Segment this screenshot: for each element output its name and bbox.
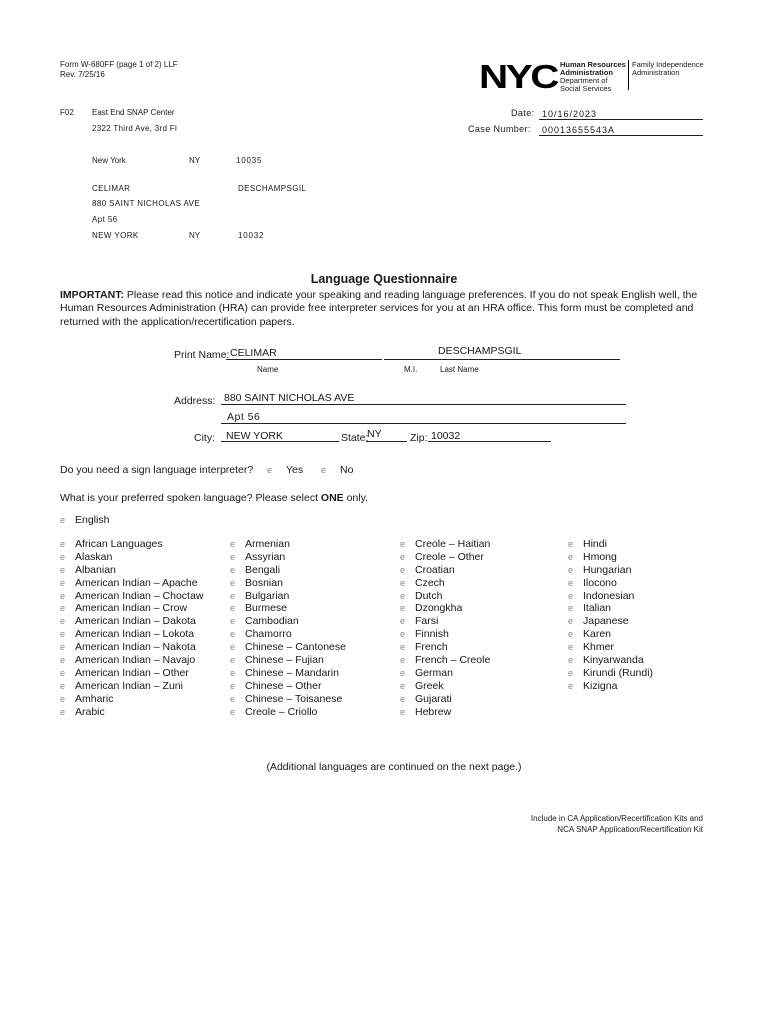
- language-label: American Indian – Choctaw: [75, 589, 204, 602]
- radio-button[interactable]: e: [568, 539, 574, 549]
- language-label: Chinese – Cantonese: [245, 641, 346, 654]
- date-label: Date:: [511, 108, 535, 118]
- recipient-zip: 10032: [238, 231, 265, 240]
- language-label: African Languages: [75, 538, 163, 550]
- kit-line-1: Include in CA Application/Recertification Kits and: [530, 814, 703, 823]
- language-label: German: [415, 666, 453, 679]
- radio-button[interactable]: e: [60, 706, 66, 717]
- language-option[interactable]: [60, 706, 203, 719]
- radio-button[interactable]: e: [568, 655, 574, 666]
- radio-button[interactable]: e: [230, 551, 236, 562]
- language-label: American Indian – Lokota: [75, 628, 195, 641]
- agency-hra-block: [560, 61, 626, 93]
- language-option[interactable]: [400, 590, 490, 603]
- radio-button[interactable]: e: [230, 706, 236, 717]
- radio-button[interactable]: e: [230, 616, 236, 627]
- language-option[interactable]: [400, 602, 490, 615]
- name-underline: [226, 359, 382, 360]
- language-label: American Indian – Navajo: [75, 654, 196, 667]
- agency-line-2: Administration: [560, 68, 613, 77]
- address-label: Address:: [174, 395, 216, 407]
- office-code: F02: [60, 108, 74, 117]
- print-name-value[interactable]: CELIMAR: [230, 347, 277, 359]
- date-value: 10/16/2023: [542, 109, 598, 119]
- language-option[interactable]: [230, 564, 346, 577]
- language-option[interactable]: [60, 654, 203, 667]
- sign-language-yes-option[interactable]: [267, 464, 303, 477]
- radio-button[interactable]: e: [60, 564, 66, 575]
- language-label: American Indian – Zuni: [75, 679, 183, 692]
- language-label: Chinese – Fujian: [245, 654, 324, 667]
- language-option[interactable]: [60, 680, 203, 693]
- case-number-value: 00013655543A: [542, 125, 616, 135]
- language-label: Creole – Criollo: [245, 705, 318, 718]
- zip-value[interactable]: 10032: [431, 430, 461, 442]
- language-label: Hungarian: [583, 563, 632, 576]
- no-label: No: [340, 464, 354, 476]
- city-label: City:: [194, 432, 215, 444]
- yes-label: Yes: [286, 464, 304, 476]
- agency-right-line-2: Administration: [632, 68, 680, 77]
- radio-button[interactable]: e: [400, 577, 406, 588]
- sign-language-no-option[interactable]: [321, 464, 353, 477]
- radio-button[interactable]: e: [568, 616, 574, 627]
- language-option[interactable]: [230, 693, 346, 706]
- language-label: Farsi: [415, 615, 439, 628]
- radio-button[interactable]: e: [568, 629, 574, 640]
- language-label: Khmer: [583, 641, 614, 654]
- language-option[interactable]: [60, 667, 203, 680]
- language-label: Czech: [415, 576, 445, 589]
- radio-button[interactable]: e: [230, 539, 236, 549]
- language-label: Hebrew: [415, 705, 452, 718]
- language-option[interactable]: [568, 667, 653, 680]
- language-option[interactable]: [568, 615, 653, 628]
- language-option[interactable]: [568, 654, 653, 667]
- language-option-english[interactable]: [60, 514, 109, 527]
- language-option[interactable]: [400, 577, 490, 590]
- language-label: Bulgarian: [245, 589, 290, 602]
- language-option[interactable]: [400, 564, 490, 577]
- question-end: only.: [343, 492, 368, 504]
- recipient-state: NY: [189, 231, 201, 240]
- logo-divider: [628, 60, 629, 90]
- state-underline: [366, 441, 407, 442]
- form-id: Form W-680FF (page 1 of 2) LLF: [60, 60, 178, 69]
- language-option[interactable]: [400, 706, 490, 719]
- language-option[interactable]: [230, 551, 346, 564]
- radio-button[interactable]: e: [60, 590, 66, 601]
- radio-button[interactable]: e: [230, 680, 236, 691]
- radio-button[interactable]: e: [400, 680, 406, 691]
- form-revision: Rev. 7/25/16: [60, 70, 105, 79]
- language-label: French: [415, 641, 448, 654]
- radio-button[interactable]: e: [568, 667, 574, 678]
- important-label: IMPORTANT:: [60, 289, 124, 301]
- zip-label: Zip:: [410, 432, 428, 444]
- radio-button[interactable]: e: [60, 680, 66, 691]
- city-value[interactable]: NEW YORK: [226, 430, 283, 442]
- language-option[interactable]: [60, 693, 203, 706]
- language-label: Alaskan: [75, 550, 113, 563]
- radio-button[interactable]: e: [400, 590, 406, 601]
- language-option[interactable]: [230, 706, 346, 719]
- agency-right-line-1: Family Independence: [632, 60, 704, 69]
- language-label: Chamorro: [245, 628, 292, 641]
- language-label: Gujarati: [415, 692, 452, 705]
- language-option[interactable]: [60, 615, 203, 628]
- language-label: Greek: [415, 679, 444, 692]
- language-label: Chinese – Toisanese: [245, 692, 343, 705]
- radio-button[interactable]: e: [60, 551, 66, 562]
- agency-fia-block: [632, 61, 704, 77]
- language-option[interactable]: [568, 602, 653, 615]
- language-option[interactable]: [400, 628, 490, 641]
- agency-line-4: Social Services: [560, 84, 612, 93]
- language-option[interactable]: [230, 615, 346, 628]
- language-option[interactable]: [568, 564, 653, 577]
- address-line1-underline: [221, 404, 626, 405]
- language-option[interactable]: [568, 628, 653, 641]
- language-label: Albanian: [75, 563, 116, 576]
- recipient-apt: Apt 56: [92, 215, 118, 224]
- radio-button[interactable]: e: [60, 642, 66, 653]
- radio-button[interactable]: e: [568, 642, 574, 653]
- radio-button[interactable]: e: [568, 577, 574, 588]
- radio-button[interactable]: e: [60, 693, 66, 704]
- language-label: American Indian – Dakota: [75, 615, 196, 628]
- nyc-logo-text: NYC: [479, 60, 559, 90]
- radio-button[interactable]: e: [568, 590, 574, 601]
- language-label: Arabic: [75, 705, 105, 718]
- language-option[interactable]: [568, 577, 653, 590]
- language-option[interactable]: [230, 654, 346, 667]
- address-line2-underline: [221, 423, 626, 424]
- language-label: Ilocono: [583, 576, 617, 589]
- radio-button[interactable]: e: [230, 590, 236, 601]
- language-label: Japanese: [583, 615, 629, 628]
- language-column-3: [400, 538, 490, 718]
- language-option[interactable]: [230, 602, 346, 615]
- radio-button[interactable]: e: [568, 551, 574, 562]
- language-column-1: [60, 538, 203, 718]
- radio-button[interactable]: e: [60, 616, 66, 627]
- language-option[interactable]: [60, 641, 203, 654]
- mi-caption: M.I.: [404, 365, 418, 374]
- page-title: Language Questionnaire: [310, 272, 458, 286]
- language-label: Kizigna: [583, 679, 618, 692]
- language-option[interactable]: [230, 590, 346, 603]
- language-option[interactable]: [60, 602, 203, 615]
- language-label: Dutch: [415, 589, 443, 602]
- office-name: East End SNAP Center: [92, 108, 175, 117]
- language-label: American Indian – Other: [75, 666, 189, 679]
- radio-button[interactable]: e: [400, 693, 406, 704]
- sign-language-question: Do you need a sign language interpreter?: [60, 464, 254, 476]
- language-label: Assyrian: [245, 550, 286, 563]
- important-text: Please read this notice and indicate your speaking and reading language preferences. If you do not speak English well, the Human Resources Administration (HRA) can provide free interpreter services for you at an HRA office. This form must be completed and returned with the application/recertification papers.: [60, 289, 698, 328]
- language-option[interactable]: [400, 551, 490, 564]
- language-option[interactable]: [60, 628, 203, 641]
- radio-button[interactable]: e: [230, 667, 236, 678]
- language-option[interactable]: [230, 628, 346, 641]
- question-bold: ONE: [320, 492, 344, 504]
- radio-button[interactable]: e: [568, 603, 574, 614]
- print-last-name-value[interactable]: DESCHAMPSGIL: [438, 345, 522, 357]
- case-number-underline: [539, 135, 703, 136]
- radio-button[interactable]: e: [400, 706, 406, 717]
- language-option[interactable]: [60, 538, 203, 551]
- language-label: Cambodian: [245, 615, 299, 628]
- language-label: Chinese – Mandarin: [245, 666, 339, 679]
- language-option[interactable]: [568, 590, 653, 603]
- language-label: Amharic: [75, 692, 114, 705]
- language-column-2: [230, 538, 346, 718]
- recipient-city: NEW YORK: [92, 231, 139, 240]
- last-name-caption: Last Name: [440, 365, 479, 374]
- radio-button[interactable]: e: [60, 539, 66, 549]
- office-state: NY: [189, 156, 201, 165]
- language-option[interactable]: [400, 538, 490, 551]
- name-caption: Name: [257, 365, 279, 374]
- radio-button[interactable]: e: [568, 564, 574, 575]
- language-label: Dzongkha: [415, 602, 463, 615]
- language-option[interactable]: [230, 680, 346, 693]
- radio-button[interactable]: e: [400, 603, 406, 614]
- radio-button[interactable]: e: [230, 655, 236, 666]
- state-value[interactable]: NY: [367, 428, 382, 440]
- language-option[interactable]: [230, 538, 346, 551]
- date-underline: [539, 119, 703, 120]
- language-label: American Indian – Nakota: [75, 641, 196, 654]
- radio-button[interactable]: e: [230, 642, 236, 653]
- radio-no[interactable]: e: [321, 465, 327, 475]
- language-label-english: English: [75, 514, 110, 526]
- radio-button[interactable]: e: [60, 577, 66, 588]
- language-label: Indonesian: [583, 589, 635, 602]
- office-street: 2322 Third Ave, 3rd Fl: [92, 124, 178, 133]
- language-option[interactable]: [230, 641, 346, 654]
- radio-button[interactable]: e: [60, 667, 66, 678]
- recipient-first-name: CELIMAR: [92, 184, 131, 193]
- print-name-label: Print Name:: [174, 349, 230, 361]
- language-label: American Indian – Crow: [75, 602, 188, 615]
- radio-yes[interactable]: e: [267, 465, 273, 475]
- radio-button[interactable]: e: [400, 551, 406, 562]
- radio-button[interactable]: e: [230, 629, 236, 640]
- radio-button[interactable]: e: [400, 539, 406, 549]
- language-option[interactable]: [400, 615, 490, 628]
- office-zip: 10035: [236, 156, 263, 165]
- language-option[interactable]: [60, 564, 203, 577]
- last-name-underline: [384, 359, 620, 360]
- language-label: Croatian: [415, 563, 455, 576]
- language-option[interactable]: [230, 577, 346, 590]
- address-line1-value[interactable]: 880 SAINT NICHOLAS AVE: [224, 392, 355, 404]
- language-label: Kirundi (Rundi): [583, 666, 654, 679]
- radio-button[interactable]: e: [60, 629, 66, 640]
- radio-button[interactable]: e: [400, 655, 406, 666]
- radio-button[interactable]: e: [400, 642, 406, 653]
- zip-underline: [428, 441, 551, 442]
- radio-button[interactable]: e: [230, 564, 236, 575]
- language-label: Creole – Other: [415, 550, 484, 563]
- address-line2-value[interactable]: Apt 56: [227, 411, 261, 423]
- language-option[interactable]: [60, 590, 203, 603]
- language-label: Burmese: [245, 602, 288, 615]
- radio-button[interactable]: e: [230, 577, 236, 588]
- language-option[interactable]: [568, 680, 653, 693]
- kit-line-2: NCA SNAP Application/Recertification Kit: [557, 825, 703, 834]
- nyc-logo-mark: [479, 60, 559, 90]
- language-label: Hindi: [583, 538, 607, 550]
- spoken-language-question: [60, 492, 368, 505]
- language-label: Creole – Haitian: [415, 538, 491, 550]
- language-option[interactable]: [400, 693, 490, 706]
- city-underline: [221, 441, 339, 442]
- language-label: Bosnian: [245, 576, 283, 589]
- language-option[interactable]: [230, 667, 346, 680]
- radio-button[interactable]: e: [60, 655, 66, 666]
- language-label: Hmong: [583, 550, 617, 563]
- radio-button[interactable]: e: [60, 603, 66, 614]
- recipient-last-name: DESCHAMPSGIL: [238, 184, 307, 193]
- language-label: Armenian: [245, 538, 290, 550]
- radio-button[interactable]: e: [400, 564, 406, 575]
- language-label: French – Creole: [415, 654, 491, 667]
- recipient-street: 880 SAINT NICHOLAS AVE: [92, 199, 201, 208]
- radio-button[interactable]: e: [568, 680, 574, 691]
- radio-button[interactable]: e: [400, 667, 406, 678]
- language-option[interactable]: [400, 654, 490, 667]
- office-city: New York: [92, 156, 126, 165]
- radio-button[interactable]: e: [400, 629, 406, 640]
- language-option[interactable]: [400, 667, 490, 680]
- case-number-label: Case Number:: [468, 124, 531, 134]
- language-label: Karen: [583, 628, 612, 641]
- language-label: Chinese – Other: [245, 679, 322, 692]
- important-notice: [60, 289, 710, 329]
- language-label: American Indian – Apache: [75, 576, 198, 589]
- question-start: What is your preferred spoken language? Please select: [60, 492, 321, 504]
- language-option[interactable]: [568, 551, 653, 564]
- language-option[interactable]: [568, 538, 653, 551]
- language-option[interactable]: [400, 680, 490, 693]
- language-option[interactable]: [60, 577, 203, 590]
- language-column-4: [568, 538, 653, 693]
- state-label: State:: [341, 432, 369, 444]
- agency-line-3: Department of: [560, 76, 608, 85]
- language-label: Bengali: [245, 563, 281, 576]
- agency-line-1: Human Resources: [560, 60, 626, 69]
- radio-button[interactable]: e: [230, 603, 236, 614]
- language-label: Finnish: [415, 628, 449, 641]
- language-label: Kinyarwanda: [583, 654, 644, 667]
- language-option[interactable]: [60, 551, 203, 564]
- continued-note: (Additional languages are continued on the next page.): [266, 761, 522, 773]
- radio-button[interactable]: e: [400, 616, 406, 627]
- language-option[interactable]: [400, 641, 490, 654]
- radio-english[interactable]: e: [60, 515, 66, 525]
- language-option[interactable]: [568, 641, 653, 654]
- radio-button[interactable]: e: [230, 693, 236, 704]
- language-label: Italian: [583, 602, 612, 615]
- nyc-logo: [479, 60, 559, 95]
